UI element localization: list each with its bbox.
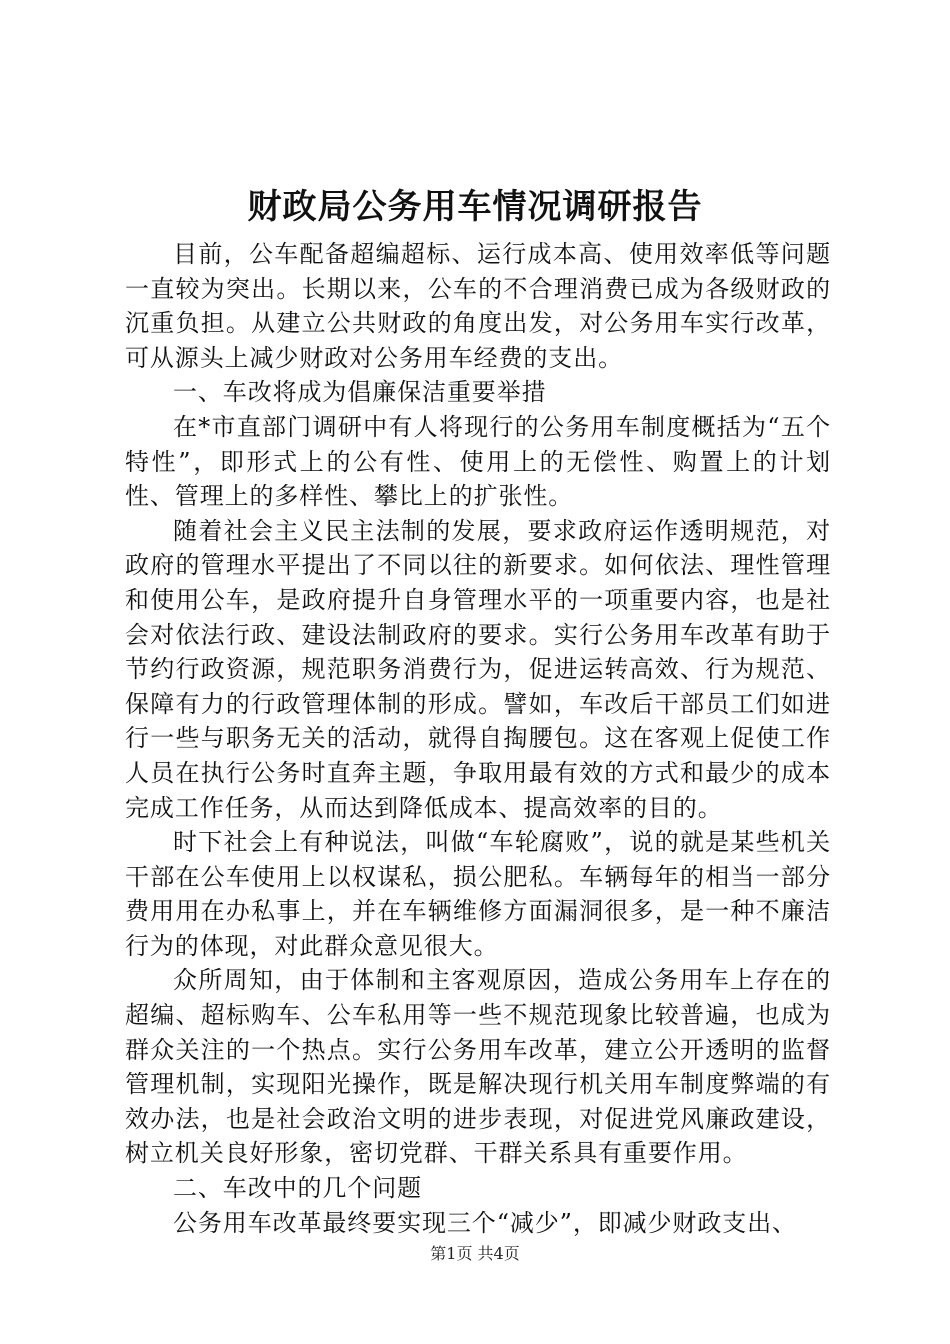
paragraph-five-features: 在*市直部门调研中有人将现行的公务用车制度概括为“五个特性”，即形式上的公有性、使用上的无偿性、购置上的计划性、管理上的多样性、攀比上的扩张性。 xyxy=(125,412,831,511)
section-heading-1: 一、车改将成为倡廉保洁重要举措 xyxy=(173,378,547,407)
document-body xyxy=(125,237,831,1240)
paragraph-intro: 目前，公车配备超编超标、运行成本高、使用效率低等问题一直较为突出。长期以来，公车的不合理消费已成为各级财政的沉重负担。从建立公共财政的角度出发，对公务用车实行改革，可从源头上减少财政对公务用车经费的支出。 xyxy=(125,240,831,372)
paragraph-wheel-corruption: 时下社会上有种说法，叫做“车轮腐败”，说的就是某些机关干部在公车使用上以权谋私，损公肥私。车辆每年的相当一部分费用用在办私事上，并在车辆维修方面漏洞很多，是一种不廉洁行为的体现，对此群众意见很大。 xyxy=(125,828,831,960)
section-heading-2: 二、车改中的几个问题 xyxy=(173,1174,422,1203)
page-footer: 第1页 共4页 xyxy=(430,1244,520,1263)
paragraph-three-reductions: 公务用车改革最终要实现三个“减少”，即减少财政支出、 xyxy=(173,1208,797,1237)
paragraph-rule-of-law: 随着社会主义民主法制的发展，要求政府运作透明规范，对政府的管理水平提出了不同以往的新要求。如何依法、理性管理和使用公车，是政府提升自身管理水平的一项重要内容，也是社会对依法行政、建设法制政府的要求。实行公务用车改革有助于节约行政资源，规范职务消费行为，促进运转高效、行为规范、保障有力的行政管理体制的形成。譬如，车改后干部员工们如进行一些与职务无关的活动，就得自掏腰包。这在客观上促使工作人员在执行公务时直奔主题，争取用最有效的方式和最少的成本完成工作任务，从而达到降低成本、提高效率的目的。 xyxy=(125,516,831,822)
paragraph-common-knowledge: 众所周知，由于体制和主客观原因，造成公务用车上存在的超编、超标购车、公车私用等一些不规范现象比较普遍，也成为群众关注的一个热点。实行公务用车改革，建立公开透明的监督管理机制，实现阳光操作，既是解决现行机关用车制度弊端的有效办法，也是社会政治文明的进步表现，对促进党风廉政建设，树立机关良好形象，密切党群、干群关系具有重要作用。 xyxy=(125,966,831,1168)
document-title: 财政局公务用车情况调研报告 xyxy=(247,187,703,227)
